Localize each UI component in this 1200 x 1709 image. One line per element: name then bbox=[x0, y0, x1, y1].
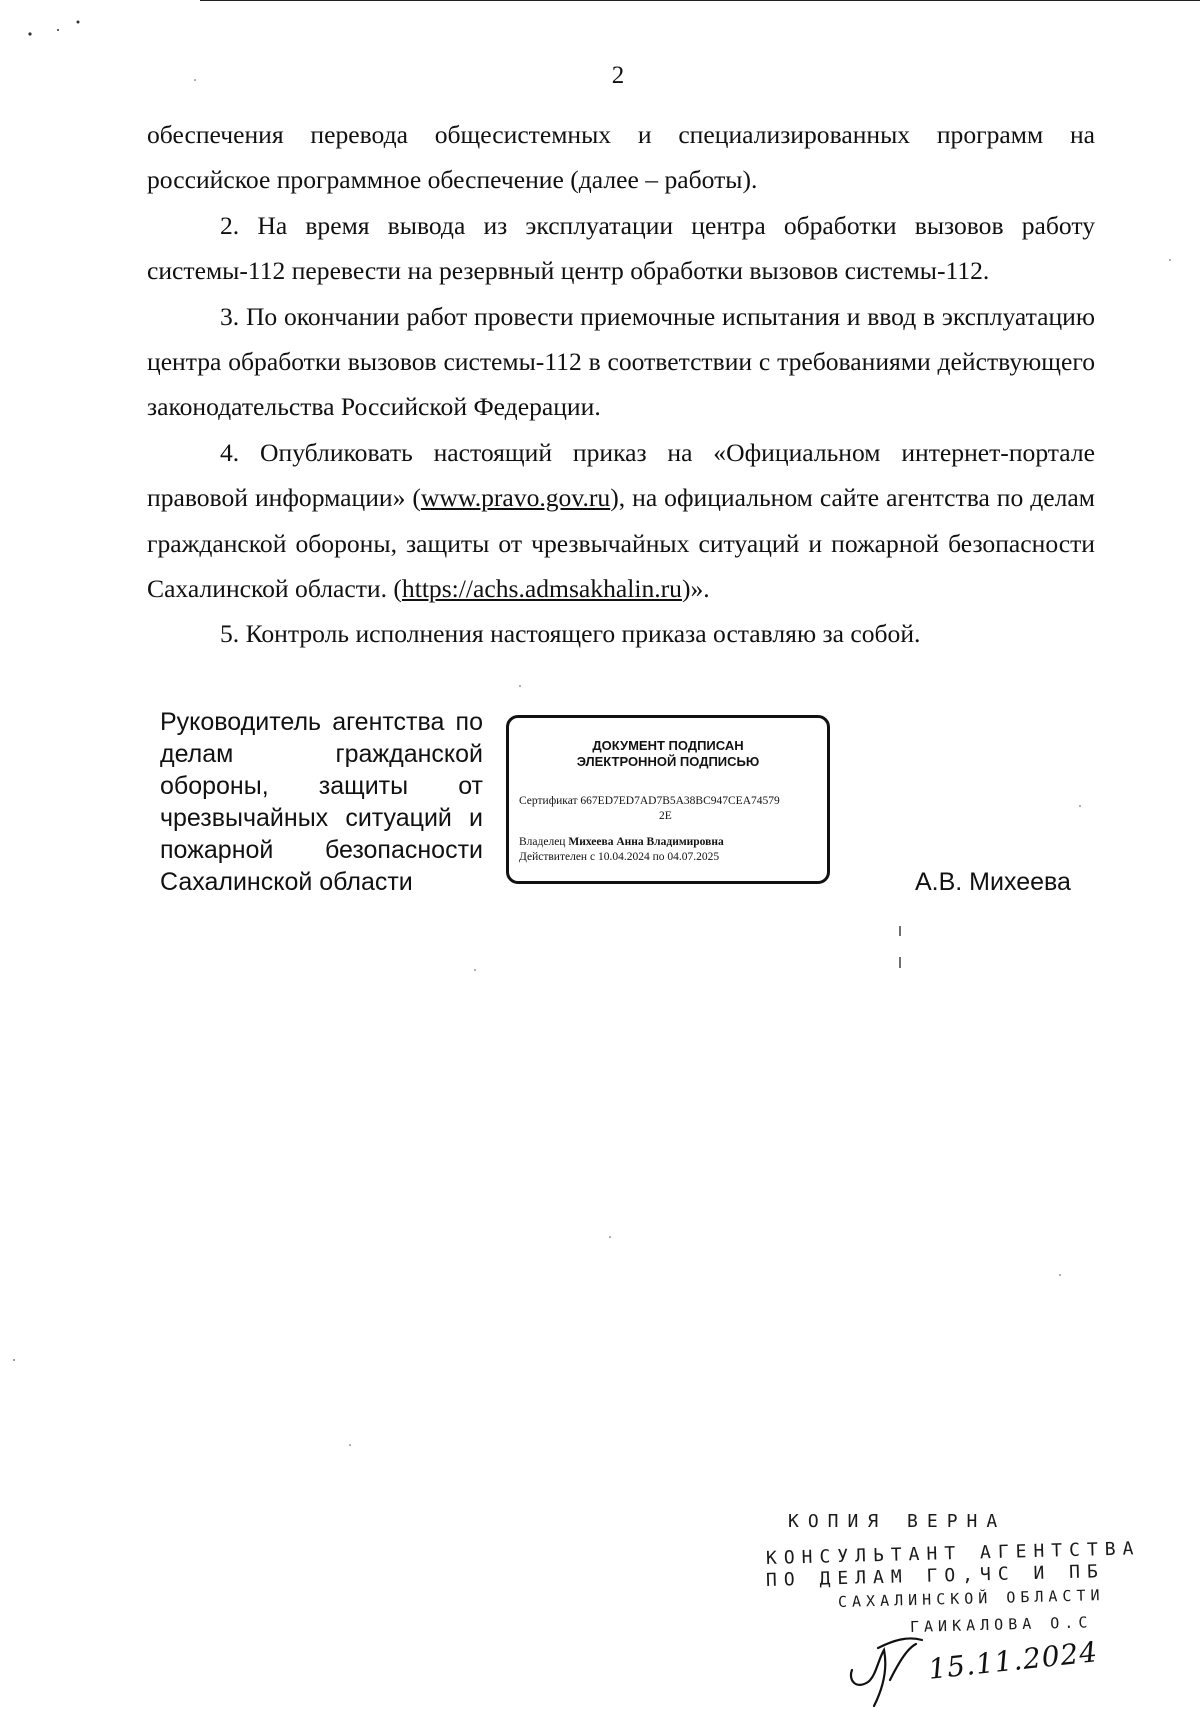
copy-stamp-line: САХАЛИНСКОЙ ОБЛАСТИ bbox=[837, 1586, 1105, 1611]
paragraph-4-text-b: ), на официальном сайте агентства по делам гражданской обороны, защиты от чрезвычайных ситуаций и пожарной безопасности Сахалинской области. ( bbox=[147, 483, 1095, 604]
paragraph-4-text-a: 4. Опубликовать настоящий приказ на «Официальном интернет-портале правовой информации» ( bbox=[147, 437, 1095, 513]
paragraph-4-text-c: )». bbox=[681, 574, 710, 604]
certificate-label: Сертификат bbox=[519, 795, 578, 807]
paragraph-3: 3. По окончании работ провести приемочные испытания и ввод в эксплуатацию центра обработки вызовов системы-112 в соответствии с требованиями действующего законодательства Российской Федерации. bbox=[147, 301, 1095, 422]
stamp-title bbox=[509, 738, 827, 770]
certificate-value: 667ED7ED7AD7B5A38BC947CEA74579 bbox=[580, 795, 780, 807]
owner-label: Владелец bbox=[519, 836, 566, 848]
signer-position-line: Сахалинской области bbox=[160, 868, 413, 896]
copy-stamp-line: ПО ДЕЛАМ ГО,ЧС И ПБ bbox=[765, 1561, 1106, 1591]
certificate-line bbox=[519, 794, 780, 808]
pravo-gov-link[interactable]: www.pravo.gov.ru bbox=[420, 483, 611, 513]
owner-value: Михеева Анна Владимировна bbox=[568, 836, 724, 848]
signer-position-line: чрезвычайных ситуаций и bbox=[160, 804, 483, 832]
page-number: 2 bbox=[611, 62, 625, 89]
signer-name: А.В. Михеева bbox=[915, 868, 1071, 896]
signer-position-line: Руководитель агентства по bbox=[160, 708, 483, 736]
paragraph-4 bbox=[147, 430, 1095, 612]
stamp-title-line: ДОКУМЕНТ ПОДПИСАН bbox=[592, 738, 744, 753]
validity-line: Действителен с 10.04.2024 по 04.07.2025 bbox=[519, 851, 720, 863]
copy-stamp-line: КОПИЯ ВЕРНА bbox=[788, 1511, 1007, 1532]
handwritten-date: 15.11.2024 bbox=[926, 1635, 1100, 1686]
signer-position-line: обороны, защиты от bbox=[160, 772, 483, 800]
copy-stamp-line: ГАИКАЛОВА О.С bbox=[909, 1613, 1093, 1636]
order-text bbox=[147, 112, 1095, 657]
paragraph-2: 2. На время вывода из эксплуатации центра обработки вызовов работу системы-112 перевести на резервный центр обработки вызовов системы-112. bbox=[147, 210, 1095, 286]
paragraph-1-continuation: обеспечения перевода общесистемных и специализированных программ на российское программное обеспечение (далее – работы). bbox=[147, 120, 1095, 195]
signer-position-line: пожарной безопасности bbox=[160, 836, 483, 864]
signer-position-line: делам гражданской bbox=[160, 740, 483, 768]
paragraph-5: 5. Контроль исполнения настоящего приказа оставляю за собой. bbox=[220, 619, 921, 649]
stamp-title-line: ЭЛЕКТРОННОЙ ПОДПИСЬЮ bbox=[576, 754, 760, 769]
electronic-signature-stamp bbox=[506, 715, 830, 884]
achs-admsakhalin-link[interactable]: https://achs.admsakhalin.ru bbox=[401, 574, 682, 604]
owner-line bbox=[519, 835, 724, 849]
certificate-value-continuation: 2E bbox=[659, 810, 672, 822]
signer-position bbox=[160, 706, 483, 898]
copy-stamp-line: КОНСУЛЬТАНТ АГЕНТСТВА bbox=[765, 1538, 1141, 1569]
